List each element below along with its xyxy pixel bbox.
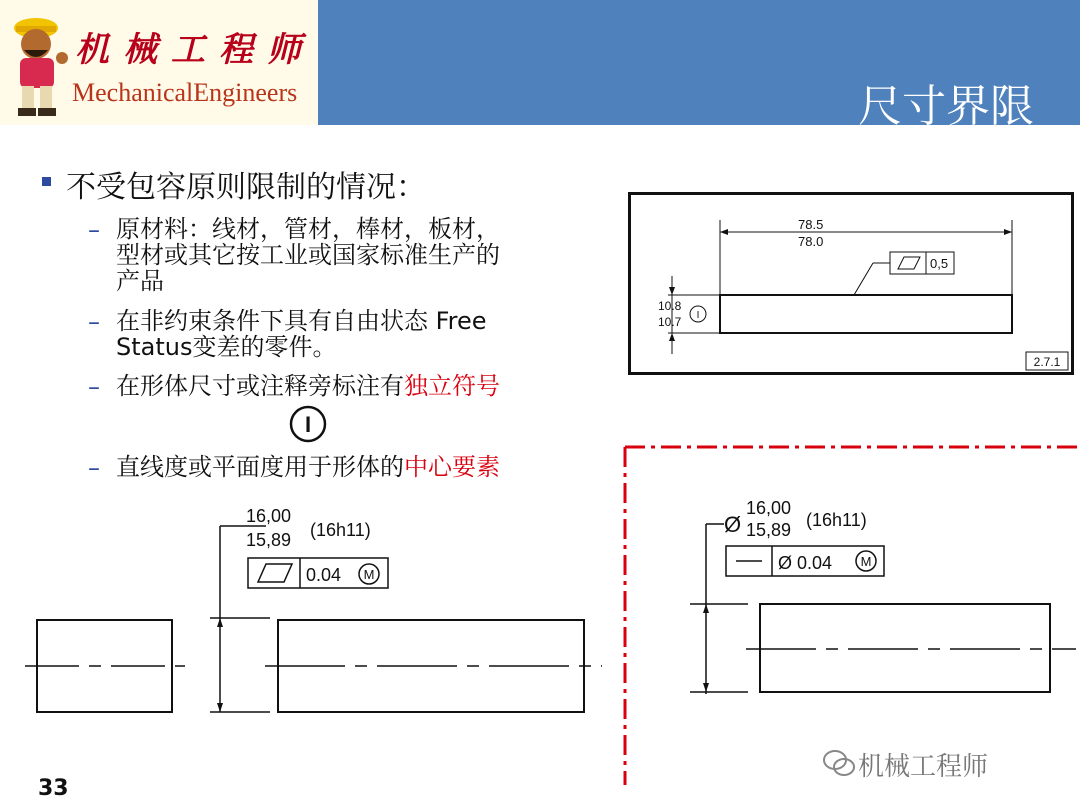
svg-text:I: I	[304, 412, 312, 437]
svg-text:(16h11): (16h11)	[806, 510, 867, 530]
logo	[0, 0, 318, 125]
highlight-text: 独立符号	[404, 372, 500, 400]
sub-item-1: 原材料：线材，管材，棒材，板材， 型材或其它按工业或国家标准生产的 产品	[116, 215, 500, 295]
logo-chinese-text: 机械工程师	[75, 30, 315, 70]
bullet-square-icon	[42, 177, 51, 186]
svg-text:78.5: 78.5	[798, 217, 824, 232]
figure-free-state	[628, 192, 1074, 376]
svg-text:M: M	[860, 554, 872, 569]
svg-text:16,00: 16,00	[746, 498, 792, 518]
svg-text:(16h11): (16h11)	[310, 520, 371, 540]
page-number: 33	[38, 776, 69, 801]
svg-text:I: I	[696, 310, 700, 321]
svg-text:10.8: 10.8	[658, 299, 682, 313]
highlight-text: 中心要素	[404, 453, 500, 481]
svg-text:0,5: 0,5	[930, 256, 949, 271]
dash-icon: –	[88, 454, 100, 482]
dash-icon: –	[88, 373, 100, 401]
watermark-text: 机械工程师	[858, 752, 989, 782]
logo-english-text: MechanicalEngineers	[72, 78, 298, 107]
svg-text:2.7.1: 2.7.1	[1033, 355, 1061, 369]
figure-straightness-axis	[686, 494, 1080, 704]
slide-title: 尺寸界限	[858, 81, 1034, 132]
sub-item-3: 在形体尺寸或注释旁标注有独立符号	[116, 372, 500, 400]
figure-straightness-surface	[20, 500, 610, 725]
sub-item-4: 直线度或平面度用于形体的中心要素	[116, 453, 500, 481]
svg-text:15,89: 15,89	[746, 520, 792, 540]
independency-symbol-icon	[288, 404, 328, 444]
svg-text:78.0: 78.0	[798, 234, 824, 249]
svg-text:Ø: Ø	[724, 512, 742, 537]
svg-text:0.04: 0.04	[306, 565, 342, 585]
dash-icon: –	[88, 308, 100, 336]
wechat-icon	[822, 748, 856, 778]
svg-text:10.7: 10.7	[658, 315, 682, 329]
svg-text:Ø 0.04: Ø 0.04	[778, 553, 833, 573]
sub-item-2: 在非约束条件下具有自由状态 Free Status变差的零件。	[116, 307, 487, 361]
svg-text:M: M	[363, 567, 375, 582]
mascot-icon	[2, 6, 72, 121]
dash-icon: –	[88, 216, 100, 244]
svg-text:16,00: 16,00	[246, 506, 292, 526]
svg-text:15,89: 15,89	[246, 530, 292, 550]
main-bullet-text: 不受包容原则限制的情况：	[66, 170, 426, 205]
